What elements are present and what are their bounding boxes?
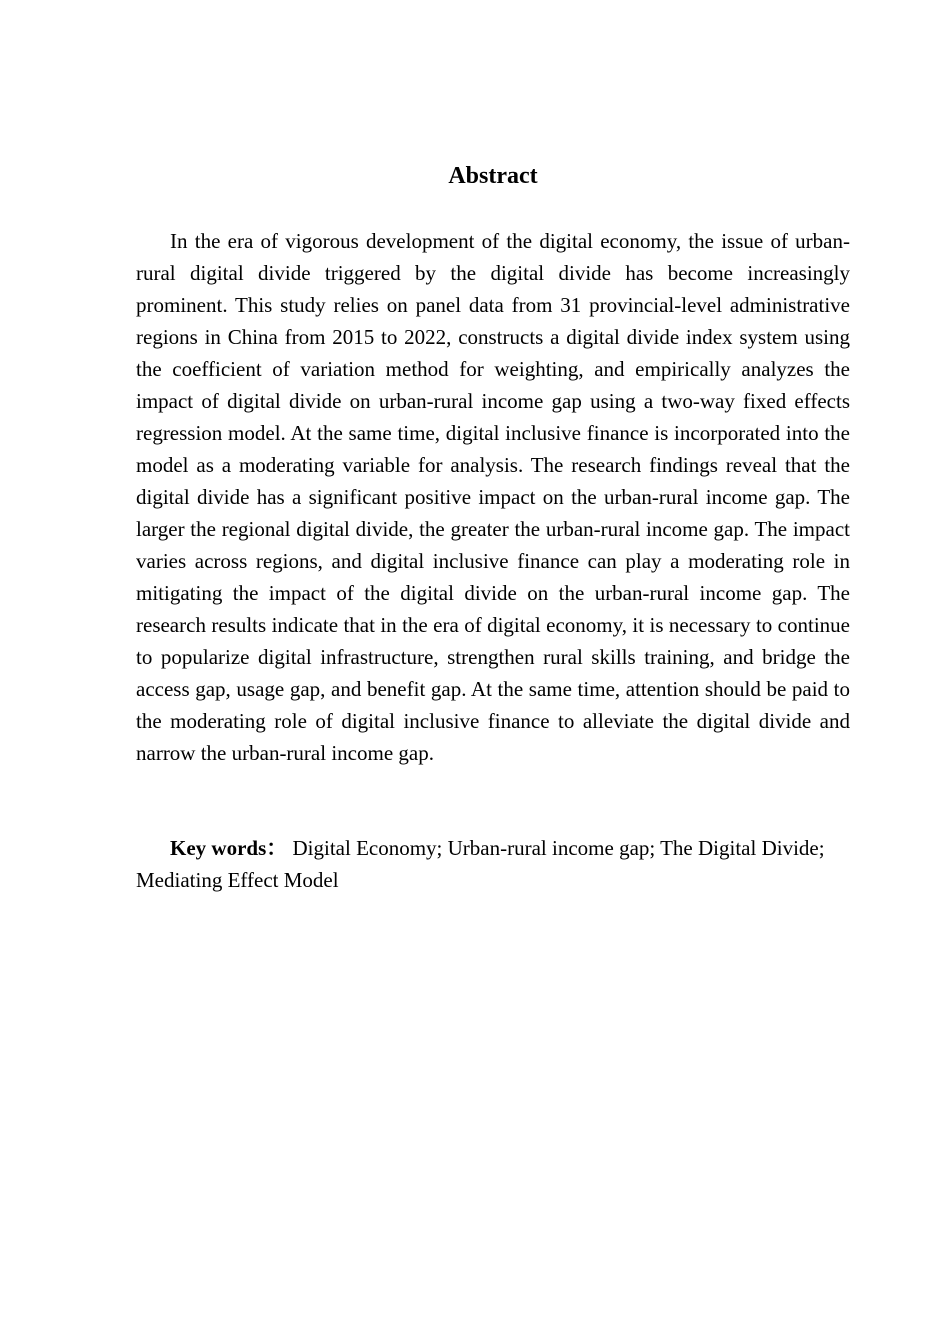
abstract-body: In the era of vigorous development of the digital economy, the issue of urban-rural digital divide triggered by the digital divide has become increasingly prominent. This study relies on panel data from 31 provincial-level administrative regions in China from 2015 to 2022, constructs a digital divide index system using the coefficient of variation method for weighting, and empirically analyzes the impact of digital divide on urban-rural income gap using a two-way fixed effects regression model. At the same time, digital inclusive finance is incorporated into the model as a moderating variable for analysis. The research findings reveal that the digital divide has a significant positive impact on the urban-rural income gap. The larger the regional digital divide, the greater the urban-rural income gap. The impact varies across regions, and digital inclusive finance can play a moderating role in mitigating the impact of the digital divide on the urban-rural income gap. The research results indicate that in the era of digital economy, it is necessary to continue to popularize digital infrastructure, strengthen rural skills training, and bridge the access gap, usage gap, and benefit gap. At the same time, attention should be paid to the moderating role of digital inclusive finance to alleviate the digital divide and narrow the urban-rural income gap. bbox=[136, 229, 850, 765]
abstract-title: Abstract bbox=[448, 163, 538, 189]
keywords-label: Key words： bbox=[170, 836, 288, 860]
keywords-paragraph bbox=[136, 832, 850, 896]
keywords-text: Digital Economy; Urban-rural income gap; The Digital Divide; Mediating Effect Model bbox=[136, 836, 825, 892]
